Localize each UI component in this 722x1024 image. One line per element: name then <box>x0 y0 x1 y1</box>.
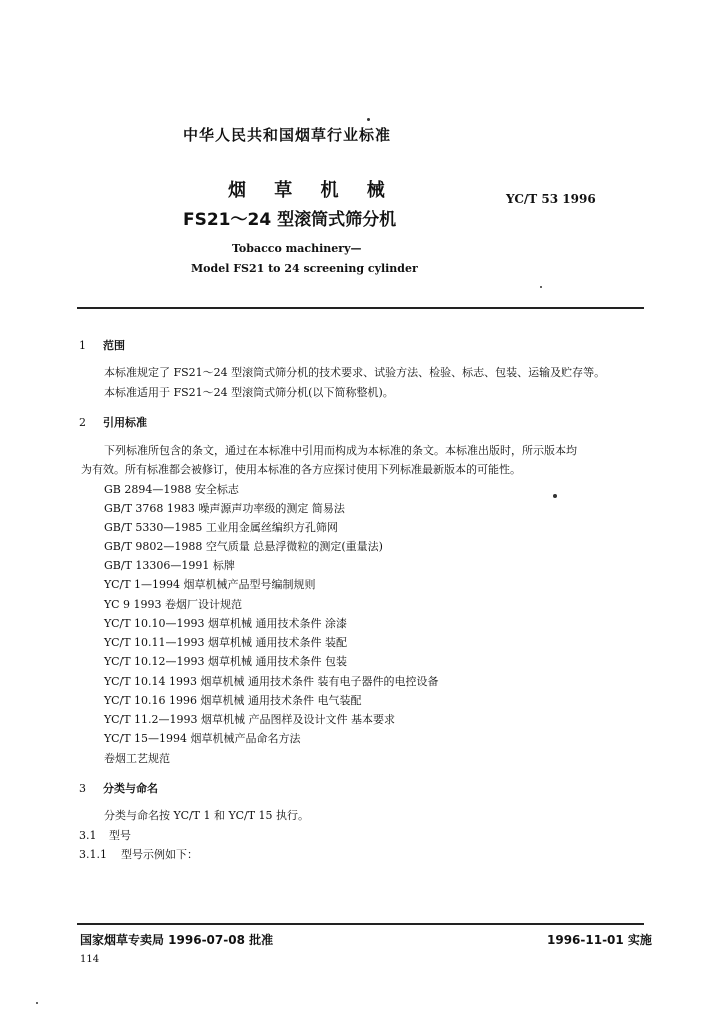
approval-line: 国家烟草专卖局 1996-07-08 批准 <box>80 933 274 947</box>
section-number: 2 <box>79 416 86 429</box>
section-2-intro-line-2: 为有效。所有标准都会被修订，使用本标准的各方应探讨使用下列标准最新版本的可能性。 <box>81 463 521 476</box>
scan-speck <box>540 286 542 288</box>
section-title: 引用标准 <box>103 416 147 429</box>
title-line-2: FS21～24 型滚筒式筛分机 <box>183 210 397 230</box>
subsection-number: 3.1.1 <box>79 848 107 861</box>
scan-speck <box>36 1002 38 1004</box>
english-title-line-1: Tobacco machinery— <box>232 242 362 255</box>
section-2-intro-line-1: 下列标准所包含的条文，通过在本标准中引用而构成为本标准的条文。本标准出版时，所示版本均 <box>104 444 577 457</box>
reference-item: GB/T 9802—1988 空气质量 总悬浮微粒的测定(重量法) <box>104 540 383 553</box>
reference-item: YC/T 10.12—1993 烟草机械 通用技术条件 包装 <box>104 655 347 668</box>
section-3-heading <box>79 780 158 796</box>
section-2-heading <box>79 414 147 430</box>
page-number: 114 <box>80 954 100 965</box>
section-title: 分类与命名 <box>103 782 158 795</box>
section-1-paragraph-1: 本标准规定了 FS21～24 型滚筒式筛分机的技术要求、试验方法、检验、标志、包装、运输及贮存等。 <box>104 366 606 379</box>
header-divider <box>77 307 644 309</box>
implementation-date: 1996-11-01 实施 <box>547 933 652 947</box>
subsection-title: 型号 <box>109 829 131 842</box>
subsection-title: 型号示例如下： <box>121 848 198 861</box>
reference-item: YC/T 10.10—1993 烟草机械 通用技术条件 涂漆 <box>104 617 347 630</box>
reference-item: YC/T 10.16 1996 烟草机械 通用技术条件 电气装配 <box>104 694 362 707</box>
issuer-heading: 中华人民共和国烟草行业标准 <box>183 126 392 144</box>
section-3-paragraph: 分类与命名按 YC/T 1 和 YC/T 15 执行。 <box>104 809 310 822</box>
reference-item: YC/T 11.2—1993 烟草机械 产品图样及设计文件 基本要求 <box>104 713 395 726</box>
section-number: 1 <box>79 339 86 352</box>
reference-item: YC/T 10.11—1993 烟草机械 通用技术条件 装配 <box>104 636 347 649</box>
reference-item: GB/T 3768 1983 噪声源声功率级的测定 简易法 <box>104 502 345 515</box>
reference-item: YC/T 1—1994 烟草机械产品型号编制规则 <box>104 578 316 591</box>
subsection-3-1 <box>79 827 131 843</box>
english-title-line-2: Model FS21 to 24 screening cylinder <box>191 262 418 275</box>
section-1-heading <box>79 337 125 353</box>
subsection-number: 3.1 <box>79 829 97 842</box>
reference-item: 卷烟工艺规范 <box>104 752 170 765</box>
scan-speck <box>367 118 370 121</box>
reference-item: YC/T 15—1994 烟草机械产品命名方法 <box>104 732 301 745</box>
reference-item: YC 9 1993 卷烟厂设计规范 <box>104 598 242 611</box>
footer-divider <box>77 923 644 925</box>
reference-item: YC/T 10.14 1993 烟草机械 通用技术条件 装有电子器件的电控设备 <box>104 675 439 688</box>
section-1-paragraph-2: 本标准适用于 FS21～24 型滚筒式筛分机(以下简称整机)。 <box>104 386 394 399</box>
scan-speck <box>553 494 557 498</box>
reference-item: GB/T 5330—1985 工业用金属丝编织方孔筛网 <box>104 521 338 534</box>
section-title: 范围 <box>103 339 125 352</box>
reference-item: GB/T 13306—1991 标牌 <box>104 559 235 572</box>
standard-number: YC/T 53 1996 <box>506 192 596 206</box>
subsection-3-1-1 <box>79 846 198 862</box>
section-number: 3 <box>79 782 86 795</box>
title-line-1: 烟 草 机 械 <box>228 180 385 201</box>
reference-item: GB 2894—1988 安全标志 <box>104 483 239 496</box>
